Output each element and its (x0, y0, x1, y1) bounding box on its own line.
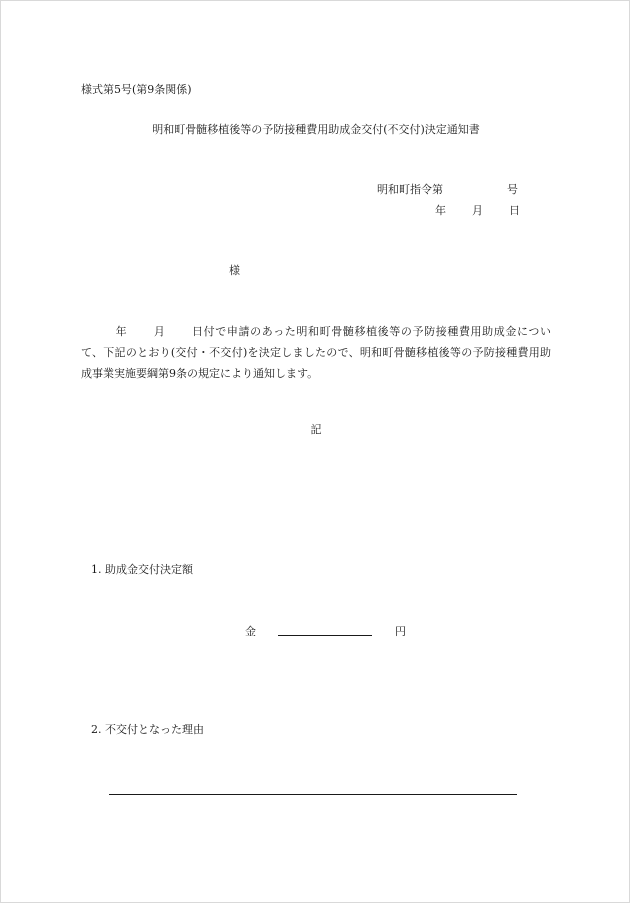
item-2-number: 2. (91, 723, 102, 736)
item-1-label: 助成金交付決定額 (105, 563, 193, 576)
item-1 (91, 563, 193, 577)
item-1-number: 1. (91, 563, 102, 576)
date-row (435, 204, 520, 218)
amount-blank-line (278, 635, 372, 636)
addressee-suffix: 様 (229, 264, 240, 277)
ki-heading: 記 (310, 423, 322, 436)
reason-blank-line (109, 794, 517, 795)
body-paragraph (81, 321, 551, 384)
date-year: 年 (435, 204, 446, 217)
amount-unit: 円 (395, 625, 406, 638)
body-year: 年 (115, 325, 128, 338)
document-number-prefix: 明和町指令第 (377, 183, 443, 196)
amount-prefix: 金 (245, 625, 256, 638)
document-title: 明和町骨髄移植後等の予防接種費用助成金交付(不交付)決定通知書 (152, 123, 480, 136)
item-2 (91, 723, 204, 737)
date-day: 日 (509, 204, 520, 217)
form-label: 様式第5号(第9条関係) (81, 83, 192, 96)
date-month: 月 (472, 204, 483, 217)
body-text: 日付で申請のあった明和町骨髄移植後等の予防接種費用助成金について、下記のとおり(交付・不交付)を決定しましたので、明和町骨髄移植後等の予防接種費用助成事業実施要綱第9条の規定により通知します。 (81, 325, 551, 380)
document-number-suffix: 号 (507, 183, 518, 196)
item-2-label: 不交付となった理由 (105, 723, 204, 736)
body-month: 月 (153, 325, 166, 338)
